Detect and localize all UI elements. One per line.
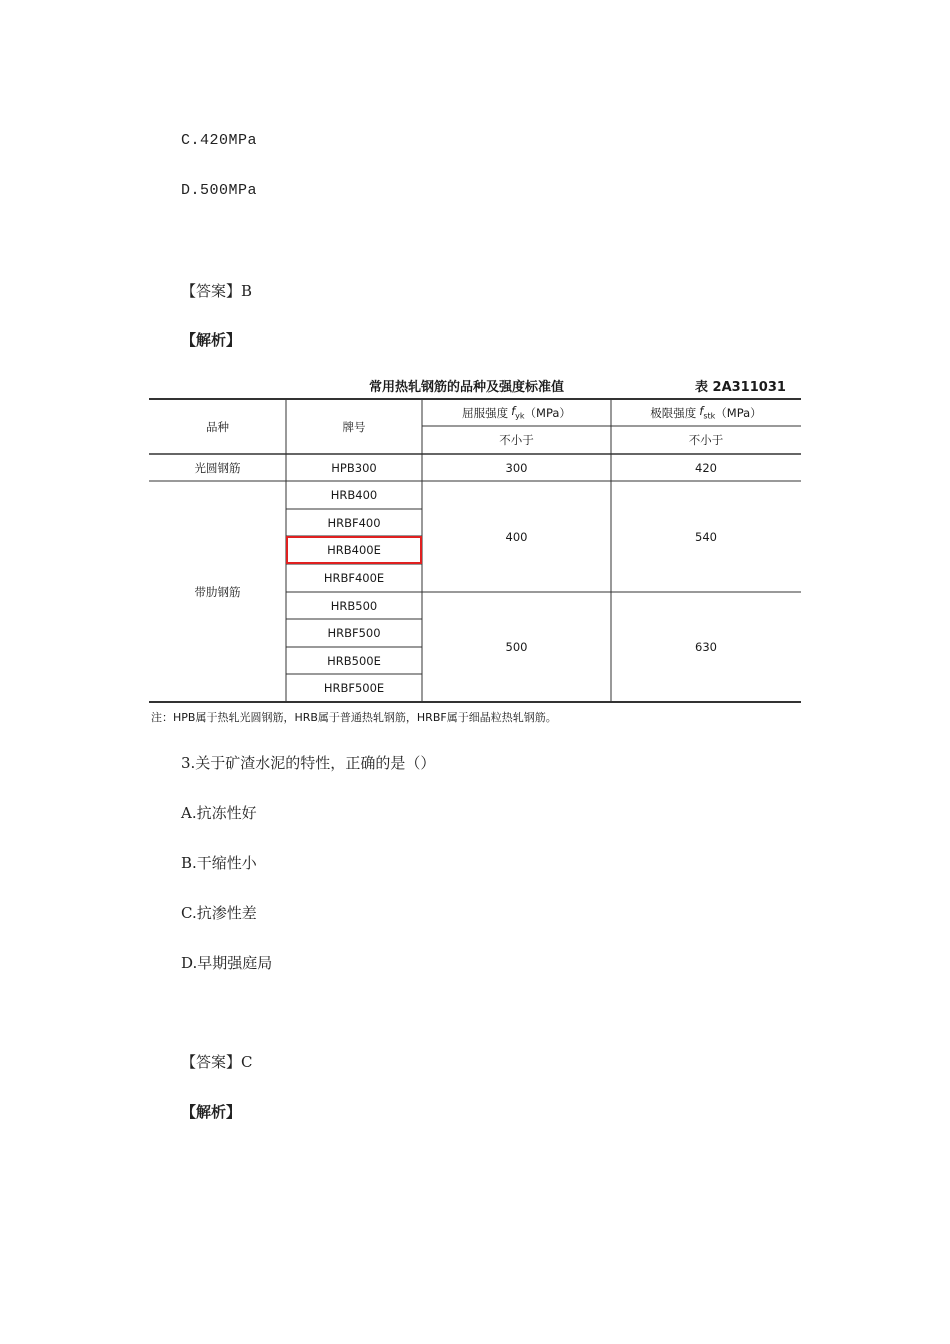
- yield-symbol: f: [511, 404, 516, 419]
- grade-hrb500e: HRB500E: [327, 653, 381, 668]
- highlight-box-hrb400e: [286, 536, 422, 564]
- analysis-label: 【解析】: [181, 331, 242, 349]
- ultimate-unit: （MPa）: [715, 405, 762, 420]
- question-3: 3.关于矿渣水泥的特性，正确的是（）: [181, 754, 436, 772]
- plain-ultimate: 420: [695, 460, 717, 475]
- ultimate-label: 极限强度: [650, 405, 697, 420]
- q3-option-b: B.干缩性小: [181, 854, 257, 872]
- ultimate-subscript: stk: [703, 411, 716, 421]
- table-title: 常用热轧钢筋的品种及强度标准值: [369, 380, 565, 395]
- grade-hrbf400: HRBF400: [327, 515, 381, 530]
- header-yield-strength: [422, 399, 611, 426]
- table-note: 注：HPB属于热轧光圆钢筋，HRB属于普通热轧钢筋，HRBF属于细晶粒热轧钢筋。: [151, 711, 557, 724]
- answer-label: 【答案】B: [181, 282, 253, 300]
- q3-option-c: C.抗渗性差: [181, 904, 257, 922]
- grade-hrbf500: HRBF500: [327, 626, 381, 640]
- grade-hrb400: HRB400: [330, 488, 378, 502]
- g400-ultimate: 540: [695, 529, 717, 544]
- steel-strength-table: [149, 398, 801, 703]
- header-ultimate-strength: [611, 399, 801, 426]
- yield-unit: （MPa）: [524, 405, 571, 420]
- header-not-less-yield: 不小于: [499, 433, 534, 447]
- grade-hrbf400e: HRBF400E: [323, 571, 385, 585]
- g500-yield: 500: [505, 640, 528, 654]
- header-variety: 品种: [206, 419, 229, 434]
- option-c: C.420MPa: [181, 132, 258, 149]
- header-grade: 牌号: [342, 419, 366, 434]
- plain-grade: HPB300: [331, 460, 377, 475]
- grade-hrb500: HRB500: [330, 598, 378, 613]
- yield-label: 屈服强度: [462, 405, 509, 420]
- g400-yield: 400: [505, 529, 528, 544]
- grade-hrb400e: HRB400E: [327, 543, 381, 557]
- ultimate-symbol: f: [699, 404, 704, 419]
- plain-yield: 300: [505, 460, 528, 475]
- q3-analysis-label: 【解析】: [181, 1103, 242, 1121]
- q3-answer-label: 【答案】C: [181, 1053, 253, 1071]
- table-number: 表 2A311031: [695, 380, 786, 395]
- header-not-less-ultimate: 不小于: [688, 433, 724, 447]
- q3-option-a: A.抗冻性好: [181, 804, 257, 822]
- grade-hrbf500e: HRBF500E: [323, 681, 385, 695]
- q3-option-d: D.早期强庭局: [181, 954, 273, 972]
- ribbed-variety: 带肋钢筋: [194, 584, 241, 599]
- steel-strength-table-figure: [149, 373, 801, 728]
- option-d: D.500MPa: [181, 182, 258, 199]
- yield-subscript: yk: [515, 411, 525, 421]
- g500-ultimate: 630: [695, 640, 717, 654]
- plain-variety: 光圆钢筋: [194, 460, 241, 475]
